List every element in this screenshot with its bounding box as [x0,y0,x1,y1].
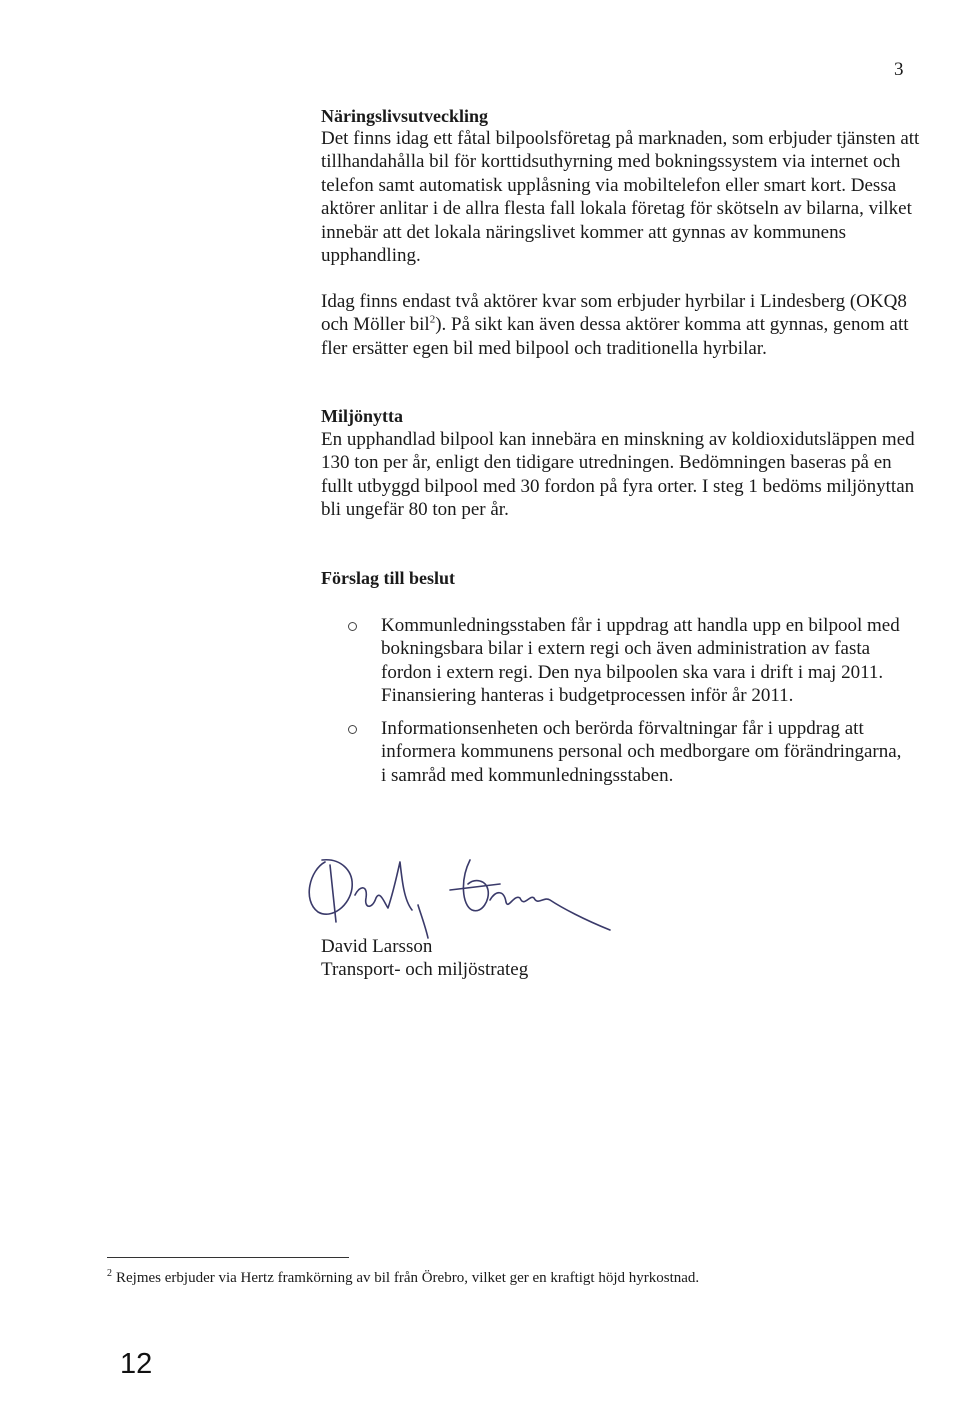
signer-role: Transport- och miljöstrateg [321,959,529,981]
proposal-list [321,614,911,787]
footnote [107,1268,699,1287]
section-heading-naringsliv: Näringslivsutveckling [321,106,489,126]
section-heading-forslag: Förslag till beslut [321,568,455,588]
bullet-icon [348,725,357,734]
paragraph: Det finns idag ett fåtal bilpoolsföretag på marknaden, som erbjuder tjänsten att tillhandahålla bil för korttidsuthyrning med bokningssystem via internet och telefon samt automatisk upplåsning via mobiltelefon eller smart kort. Dessa aktörer anlitar i de allra flesta fall lokala företag för skötseln av bilarna, vilket innebär att det lokala näringslivet kommer att gynnas av kommunens upphandling. [321,128,920,267]
list-item-text: Kommunledningsstaben får i uppdrag att handla upp en bilpool med bokningsbara bilar i extern regi och även administration av fasta fordon i extern regi. Den nya bilpoolen ska vara i drift i maj 2011. Finansiering hanteras i budgetprocessen inför år 2011. [381,615,900,706]
footnote-text: Rejmes erbjuder via Hertz framkörning av bil från Örebro, vilket ger en kraftigt höjd hyrkostnad. [116,1270,700,1286]
paragraph: En upphandlad bilpool kan innebära en minskning av koldioxidutsläppen med 130 ton per år, enligt den tidigare utredningen. Bedömningen baseras på en fullt utbyggd bilpool med 30 fordon på fyra orter. I steg 1 bedöms miljönyttan bli ungefär 80 ton per år. [321,429,915,521]
footnote-number: 2 [107,1268,112,1279]
signature-block [321,935,528,982]
list-item [321,717,911,787]
footnote-reference: 2 [429,314,436,327]
signer-name: David Larsson [321,936,433,957]
list-item [321,614,911,707]
list-item-text: Informationsenheten och berörda förvaltningar får i uppdrag att informera kommunens personal och medborgare om förändringarna, i samråd med kommunledningsstaben. [381,718,902,786]
footnote-divider [107,1257,349,1258]
section-heading-miljo: Miljönytta [321,406,403,426]
bullet-icon [348,622,357,631]
paragraph [321,290,921,360]
paragraph-text: ). På sikt kan även dessa aktörer komma att gynnas, genom att fler ersätter egen bil med bilpool och traditionella hyrbilar. [321,314,909,359]
page-number: 3 [894,59,904,80]
folio-number: 12 [120,1348,153,1380]
paragraph-text: Idag finns endast två aktörer kvar som erbjuder hyrbilar i Lindesberg (OKQ8 och Möller bil [321,291,907,336]
